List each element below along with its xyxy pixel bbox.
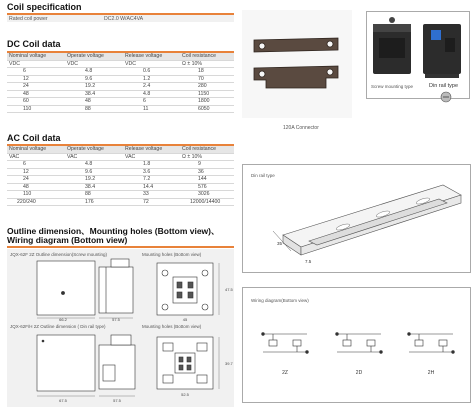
table-cell: 110 <box>7 105 65 113</box>
table-cell: 220/240 <box>7 198 65 206</box>
table-cell: 9 <box>180 161 234 169</box>
table-unit: Ω ± 10% <box>180 153 234 161</box>
table-cell: 11 <box>123 105 180 113</box>
dimension-label: 39.7 <box>225 361 233 366</box>
table-cell: 280 <box>180 83 234 91</box>
table-header: Coil resistance <box>180 53 234 60</box>
outline-panel <box>7 249 234 407</box>
table-cell: 88 <box>65 191 123 199</box>
table-cell: 48 <box>7 90 65 98</box>
table-cell: 1.8 <box>123 161 180 169</box>
table-cell: 48 <box>65 98 123 106</box>
table-row <box>7 183 234 191</box>
table-unit: VDC <box>7 60 65 68</box>
din-rail-title: Din rail type <box>251 173 275 178</box>
dimension-label: 52.5 <box>181 392 189 397</box>
mounting-holes-drawing <box>157 263 219 315</box>
screw-mount-caption: Screw mounting type <box>371 84 414 89</box>
coil-spec-label: Rated coil power <box>9 16 48 22</box>
table-row <box>7 191 234 199</box>
table-header: Operate voltage <box>65 146 123 153</box>
table-header: Release voltage <box>123 146 180 153</box>
dimension-label: 35 <box>277 241 283 246</box>
table-cell: 18 <box>180 68 234 76</box>
relay-front-din-drawing <box>37 335 95 396</box>
din-rail-panel <box>242 164 471 273</box>
mounting-holes-din-drawing <box>157 337 219 389</box>
table-cell: 4.8 <box>123 90 180 98</box>
table-cell: 24 <box>7 83 65 91</box>
table-unit: VDC <box>123 60 180 68</box>
table-row <box>7 105 234 113</box>
table-unit: VDC <box>65 60 123 68</box>
table-cell: 38.4 <box>65 90 123 98</box>
table-cell: 33 <box>123 191 180 199</box>
dc-title: DC Coil data <box>7 39 61 49</box>
dimension-label: 57.5 <box>112 317 120 322</box>
table-header: Nominal voltage <box>7 53 65 60</box>
table-cell: 12000/14400 <box>180 198 234 206</box>
table-cell: 19.2 <box>65 176 123 184</box>
dimension-label: 67.5 <box>59 398 67 403</box>
wiring-2z-diagram <box>262 333 309 354</box>
wiring-label: 2H <box>427 370 435 376</box>
table-cell: 110 <box>7 191 65 199</box>
wiring-label: 2Z <box>282 370 288 376</box>
relay-photos-panel <box>366 11 470 99</box>
coil-spec-title: Coil specification <box>7 2 82 12</box>
table-cell: 70 <box>180 75 234 83</box>
din-rail-caption: Din rail type <box>429 83 459 89</box>
table-cell: 12 <box>7 168 65 176</box>
table-cell: 24 <box>7 176 65 184</box>
table-cell: 176 <box>65 198 123 206</box>
table-unit-row <box>7 60 234 68</box>
dimension-label: 47.5 <box>225 287 233 292</box>
ac-coil-table <box>7 146 234 206</box>
table-cell: 6 <box>123 98 180 106</box>
outline-drawings <box>7 249 234 407</box>
table-unit: VAC <box>65 153 123 161</box>
table-unit-row <box>7 153 234 161</box>
table-cell: 38.4 <box>65 183 123 191</box>
wiring-2d-diagram <box>336 333 383 354</box>
table-cell: 88 <box>65 105 123 113</box>
wiring-diagrams <box>243 288 470 402</box>
table-cell: 576 <box>180 183 234 191</box>
table-cell: 12 <box>7 75 65 83</box>
table-row <box>7 98 234 106</box>
table-cell: 6 <box>7 68 65 76</box>
dimension-label: 57.5 <box>113 398 121 403</box>
outline-caption-screw: JQX-62F 2Z Outline dimension(Screw mounting) <box>10 252 108 257</box>
relay-side-din-drawing <box>99 335 135 396</box>
table-row <box>7 83 234 91</box>
connector-caption: 120A Connector <box>283 125 319 131</box>
table-cell: 0.6 <box>123 68 180 76</box>
table-header: Release voltage <box>123 53 180 60</box>
table-header: Nominal voltage <box>7 146 65 153</box>
table-header-row <box>7 53 234 60</box>
table-row <box>7 161 234 169</box>
table-row <box>7 68 234 76</box>
table-header: Coil resistance <box>180 146 234 153</box>
table-cell: 7.2 <box>123 176 180 184</box>
outline-title: Outline dimension、Mounting holes (Bottom view)、 <box>7 226 220 236</box>
wiring-title: Wiring diagram (Bottom view) <box>7 235 128 245</box>
table-cell: 1.2 <box>123 75 180 83</box>
table-header-row <box>7 146 234 153</box>
table-cell: 3.6 <box>123 168 180 176</box>
table-unit: VAC <box>123 153 180 161</box>
table-cell: 4.8 <box>65 161 123 169</box>
dimension-label: 7.5 <box>305 259 312 264</box>
screw-terminal-icon <box>439 90 453 104</box>
coil-spec-value: DC2.0 W/AC4VA <box>104 16 144 22</box>
wiring-diagram-title: Wiring diagram(Bottom view) <box>251 298 309 303</box>
relay-side-drawing <box>99 259 133 318</box>
wiring-label: 2D <box>355 370 363 376</box>
table-cell: 2.4 <box>123 83 180 91</box>
table-row <box>7 198 234 206</box>
table-row <box>7 90 234 98</box>
dimension-label: 66.2 <box>59 317 67 322</box>
outline-caption-din: JQX-62F/H 2Z Outline dimension ( Din rail type) <box>10 324 106 329</box>
table-row <box>7 176 234 184</box>
mounting-holes-caption: Mounting holes (Bottom view) <box>142 252 202 257</box>
table-cell: 60 <box>7 98 65 106</box>
table-row <box>7 75 234 83</box>
dc-coil-table <box>7 53 234 113</box>
table-cell: 36 <box>180 168 234 176</box>
table-cell: 4.8 <box>65 68 123 76</box>
mounting-holes-caption: Mounting holes (Bottom view) <box>142 324 202 329</box>
section-divider <box>7 246 234 248</box>
connector-photo <box>242 10 352 118</box>
din-rail-drawing <box>243 165 470 272</box>
screw-mount-relay-photo <box>369 16 415 80</box>
table-cell: 72 <box>123 198 180 206</box>
table-row <box>7 168 234 176</box>
table-header: Operate voltage <box>65 53 123 60</box>
table-cell: 1800 <box>180 98 234 106</box>
table-cell: 3026 <box>180 191 234 199</box>
table-cell: 1150 <box>180 90 234 98</box>
table-unit: VAC <box>7 153 65 161</box>
dimension-label: 45 <box>182 317 188 322</box>
coil-spec-row <box>7 15 234 22</box>
wiring-panel <box>242 287 471 403</box>
wiring-2h-diagram <box>408 333 455 354</box>
relay-front-drawing <box>37 261 95 318</box>
din-rail-relay-photo <box>419 16 465 80</box>
table-cell: 14.4 <box>123 183 180 191</box>
table-cell: 6050 <box>180 105 234 113</box>
table-cell: 6 <box>7 161 65 169</box>
table-cell: 19.2 <box>65 83 123 91</box>
table-unit: Ω ± 10% <box>180 60 234 68</box>
table-cell: 144 <box>180 176 234 184</box>
table-cell: 48 <box>7 183 65 191</box>
ac-title: AC Coil data <box>7 133 61 143</box>
table-cell: 9.6 <box>65 75 123 83</box>
table-cell: 9.6 <box>65 168 123 176</box>
